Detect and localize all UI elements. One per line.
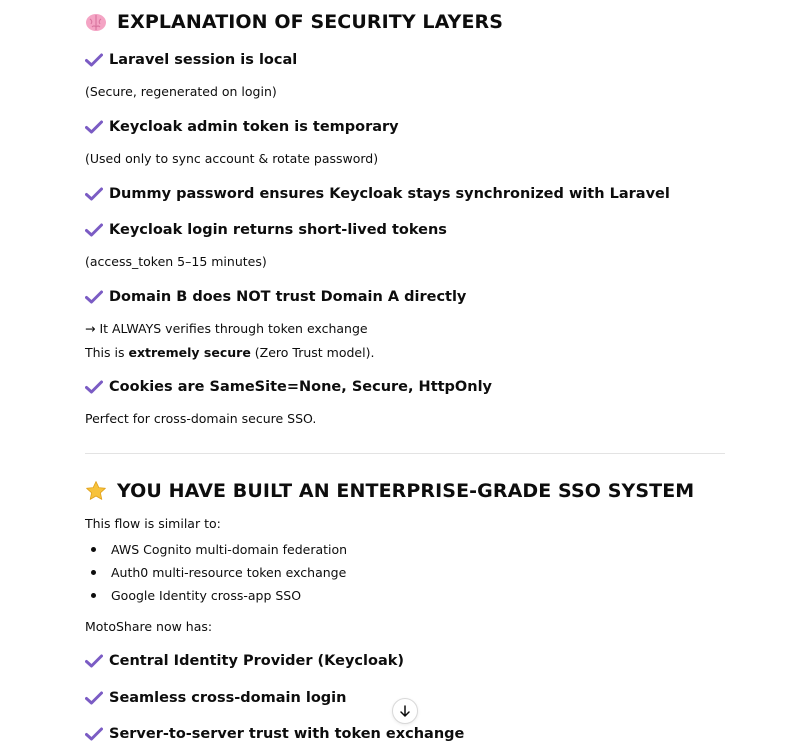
feature-heading-text: Server-to-server trust with token exchange <box>109 726 465 742</box>
check-icon <box>85 654 103 668</box>
arrow-down-icon <box>398 704 412 718</box>
section-title: YOU HAVE BUILT AN ENTERPRISE-GRADE SSO SYSTEM <box>117 480 695 502</box>
list-item-text: Auth0 multi-resource token exchange <box>111 565 347 580</box>
check-icon <box>85 53 103 67</box>
list-item <box>85 540 347 563</box>
item-note: (access_token 5–15 minutes) <box>85 254 267 269</box>
item-heading <box>85 186 670 202</box>
check-icon <box>85 187 103 201</box>
bullet-dot <box>91 570 96 575</box>
section-title: EXPLANATION OF SECURITY LAYERS <box>117 11 504 33</box>
item-heading-text: Cookies are SameSite=None, Secure, HttpOnly <box>109 379 493 395</box>
scroll-to-bottom-button[interactable] <box>392 698 418 724</box>
check-icon <box>85 223 103 237</box>
section-heading-enterprise <box>85 480 694 502</box>
feature-heading-text: Central Identity Provider (Keycloak) <box>109 653 404 669</box>
feature-heading <box>85 653 404 669</box>
section-divider <box>85 453 725 454</box>
bullet-dot <box>91 593 96 598</box>
item-heading-text: Dummy password ensures Keycloak stays synchronized with Laravel <box>109 186 670 202</box>
item-note-secondary <box>85 345 374 360</box>
item-heading-text: Keycloak admin token is temporary <box>109 119 399 135</box>
item-note: Perfect for cross-domain secure SSO. <box>85 411 317 426</box>
item-note: (Secure, regenerated on login) <box>85 84 277 99</box>
check-icon <box>85 290 103 304</box>
item-heading-text: Laravel session is local <box>109 52 298 68</box>
list-item-text: Google Identity cross-app SSO <box>111 588 302 603</box>
item-heading <box>85 222 447 238</box>
feature-heading <box>85 726 464 742</box>
item-heading <box>85 379 492 395</box>
item-heading-text: Keycloak login returns short-lived tokens <box>109 222 447 238</box>
note-text: This is <box>85 345 129 360</box>
item-heading <box>85 52 297 68</box>
feature-heading <box>85 690 346 706</box>
feature-heading-text: Seamless cross-domain login <box>109 690 347 706</box>
star-emoji-icon <box>85 480 107 502</box>
note-bold-text: extremely secure <box>128 345 251 360</box>
list-item-text: AWS Cognito multi-domain federation <box>111 542 348 557</box>
brain-emoji-icon <box>85 11 107 33</box>
check-icon <box>85 691 103 705</box>
has-label: MotoShare now has: <box>85 619 213 634</box>
section-intro: This flow is similar to: <box>85 516 221 531</box>
item-heading <box>85 119 399 135</box>
list-item <box>85 563 347 586</box>
bullet-dot <box>91 547 96 552</box>
item-heading-text: Domain B does NOT trust Domain A directly <box>109 289 467 305</box>
item-note: (Used only to sync account & rotate password) <box>85 151 379 166</box>
check-icon <box>85 120 103 134</box>
note-text: (Zero Trust model). <box>250 345 375 360</box>
bullet-list <box>85 540 347 609</box>
check-icon <box>85 727 103 741</box>
list-item <box>85 586 347 609</box>
item-note: → It ALWAYS verifies through token exchange <box>85 321 368 336</box>
section-heading-security <box>85 11 503 33</box>
check-icon <box>85 380 103 394</box>
item-heading <box>85 289 466 305</box>
